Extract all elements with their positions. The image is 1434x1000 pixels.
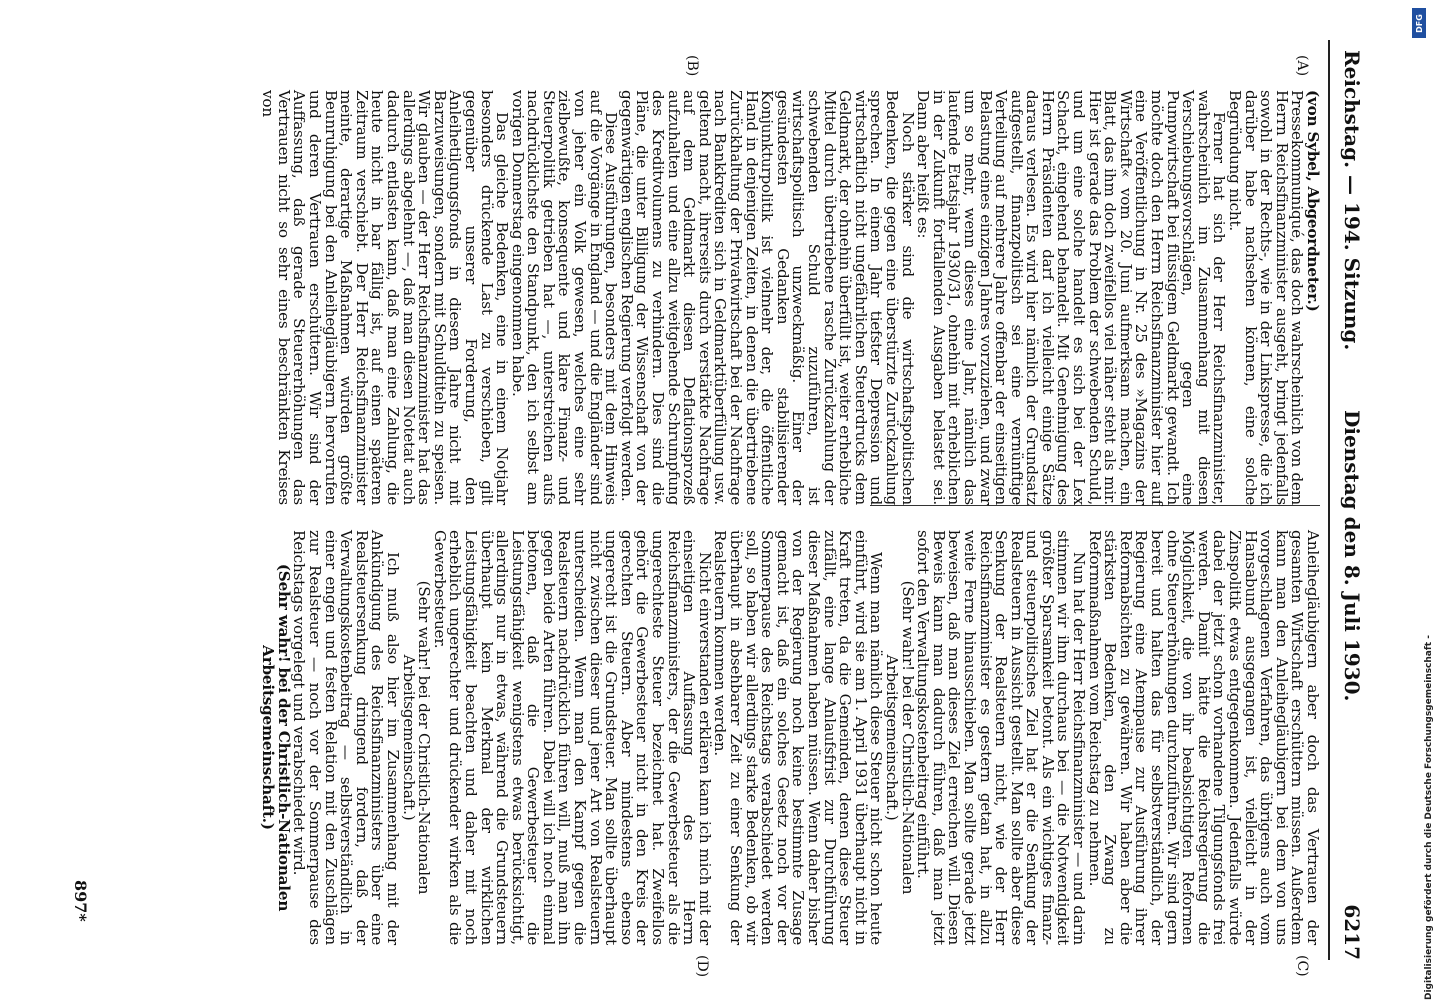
paragraph: Wenn man nämlich diese Steuer nicht schon heute einführt, wird sie am 1. April 1931 überhaupt nicht in Kraft treten, da die Gemeinden, denen diese Steuer zufällt, eine lange Anlaufsfrist zur Durchführung dieser Maßnahmen haben müssen. Wenn daher bisher von der Regierung noch keine bestimmte Zusage gemacht ist, daß ein solches Gesetz noch vor der Sommerpause des Reichstags verabschiedet werden soll, so haben wir allerdings starke Bedenken, ob wir überhaupt in absehbarer Zeit zu einer Senkung der Realsteuern kommen werden. — [711, 530, 886, 945]
margin-mark-a: (A) — [1294, 55, 1310, 77]
margin-mark-c: (C) — [1294, 955, 1310, 977]
quote-paragraph: Noch stärker sind die wirtschaftspolitischen Bedenken, die gegen eine überstürzte Zurückzahlung sprechen. In einem Jahr tiefster Depression und wirtschaftlich nicht ungefährlichen Steuerdrucks dem Geldmarkt, der ohnehin überfüllt ist, weiter erhebliche Mittel durch übertriebene rasche Zurückzahlung der schwebenden Schuld zuzuführen, ist wirtschaftspolitisch unzweckmäßig. Einer der gesündesten Gedanken stabilisierender Konjunkturpolitik ist vielmehr der, die öffentliche Hand in denjenigen Zeiten, in denen die übertriebene Zurückhaltung der Privatwirtschaft bei der Nachfrage nach Bankkrediten sich in Geldmarktüberfüllung usw. geltend macht, ihrerseits durch verstärkte Nachfrage auf dem Geldmarkt diesen Deflationsprozeß aufzuhalten und eine allzu weitgehende Schrumpfung des Kreditvolumens zu verhindern. Dies sind die Pläne, die unter Billigung der Wissenschaft von der gegenwärtigen englischen Regierung verfolgt werden. — [617, 90, 917, 505]
dfg-logo: DFG — [1412, 8, 1426, 38]
interjection: (Sehr wahr! bei der Christlich-Nationalen Arbeitsgemeinschaft.) — [882, 580, 917, 895]
paragraph: Nun hat der Herr Reichsfinanzminister — und darin stimmen wir ihm durchaus bei — die Notwendigkeit größter Sparsamkeit betont. Als ein wichtiges finanz- und steuerpolitisches Ziel hat er die Senkung der Realsteuern in Aussicht gestellt. Man sollte aber diese Senkung der Realsteuern nicht, wie der Herr Reichsfinanzminister es gestern getan hat, in allzu weite Ferne hinausschieben. Man sollte gerade jetzt beweisen, daß man dieses Ziel erreichen will. Diesen Beweis kann man dadurch führen, daß man jetzt sofort den Verwaltungskostenbeitrag einführt. — [914, 530, 1089, 945]
interjection: (Sehr wahr! bei der Christlich-Nationalen Arbeitsgemeinschaft.) — [399, 580, 434, 895]
margin-mark-b: (B) — [684, 55, 700, 77]
page-number: 6217 — [1340, 904, 1364, 960]
paragraph: Ferner hat sich der Herr Reichsfinanzminister, wahrscheinlich im Zusammenhang mit diesen Verschiebungsvorschlägen, gegen eine Pumpwirtschaft bei flüssigem Geldmarkt gewandt. Ich möchte doch den Herrn Reichsfinanzminister hier auf eine Veröffentlichung in Nr. 25 des »Magazins der Wirtschaft« vom 20. Juni aufmerksam machen, ein Blatt, das ihm doch zweifellos viel näher steht als mir. Hier ist gerade das Problem der schwebenden Schuld, und um eine solche handelt es sich bei der Lex Schacht, eingehend behandelt. Mit Genehmigung des Herrn Präsidenten darf ich vielleicht einige Sätze daraus verlesen. Es wird hier nämlich der Grundsatz aufgestellt, finanzpolitisch sei eine vernünftige Verteilung auf mehrere Jahre offenbar der einseitigen Belastung eines einzigen Jahres vorzuziehen, und zwar um so mehr, wenn dieses eine Jahr, nämlich das laufende Etatsjahr 1930/31, ohnehin mit erheblichen in der Zukunft fortfallenden Ausgaben belastet sei. Dann aber heißt es: — [914, 90, 1229, 505]
header-date: Dienstag den 8. Juli 1930. — [1340, 410, 1364, 702]
page-header — [1338, 0, 1366, 1000]
interjection: (Sehr wahr! bei der Christlich-Nationalen Arbeitsgemeinschaft.) — [259, 563, 293, 912]
paragraph: Das gleiche Bedenken, eine in einem Notjahr besonders drückende Last zu verschieben, gilt gegenüber unserer Forderung, den Anleihetilgungsfonds in diesem Jahre nicht mit Barzuweisungen, sondern mit Schuldtiteln zu speisen. Wir glauben — der Herr Reichsfinanzminister hat das allerdings abgelehnt —, daß man diesen Notetat auch dadurch entlasten kann, daß man eine Zahlung, die heute nicht in bar fällig ist, auf einen späteren Zeitraum verschiebt. Der Herr Reichsfinanzminister meinte, derartige Maßnahmen würden größte Beunruhigung bei den Anleihegläubigern hervorrufen und deren Vertrauen erschüttern. Wir sind der Auffassung, daß gerade Steuererhöhungen das Vertrauen nicht so sehr eines beschränkten Kreises von — [259, 90, 512, 505]
signature-mark: 897* — [71, 880, 90, 922]
paragraph: Anleihegläubigern aber doch das Vertrauen der gesamten Wirtschaft erschüttern müssen. Außerdem kann man den Anleihegläubigern bei dem von uns vorgeschlagenen Verfahren, das übrigens auch vom Hansabund ausgegangen ist, vielleicht in der Zinspolitik etwas entgegenkommen. Jedenfalls würde dabei der jetzt schon vorhandene Tilgungsfonds frei werden. Damit hätte die Reichsregierung die Möglichkeit, die von ihr beabsichtigten Reformen ohne Steuererhöhungen durchzuführen. Wir sind gern bereit und halten das für selbstverständlich, der Regierung eine Atempause zur Ausführung ihrer Reformabsichten zu gewähren. Wir haben aber die stärksten Bedenken, den Zwang zu Reformmaßnahmen vom Reichstag zu nehmen. — [1085, 530, 1322, 945]
right-column — [260, 530, 1320, 945]
paragraph: Diese Ausführungen, besonders mit dem Hinweis auf die Vorgänge in England — und die Engländer sind von jeher ein Volk gewesen, welches eine sehr zielbewußte, konsequente und klare Finanz- und Steuerpolitik getrieben hat —, unterstreichen aufs nachdrücklichste den Standpunkt, den ich selbst am vorigen Donnerstag eingenommen habe. — [508, 90, 621, 505]
header-session: Reichstag. — 194. Sitzung. — [1340, 50, 1364, 351]
paragraph: Nicht einverstanden erklären kann ich mich mit der einseitigen Auffassung des Herrn Reichsfinanzministers, der die Gewerbesteuer als die ungerechteste Steuer bezeichnet hat. Zweifellos gehört die Gewerbesteuer nicht in den Kreis der gerechten Steuern. Aber mindestens ebenso ungerecht ist die Grundsteuer. Man sollte überhaupt nicht zwischen dieser und jener Art von Realsteuern unterscheiden. Wenn man den Kampf gegen die Realsteuern nachdrücklich führen will, muß man ihn gegen beide Arten führen. Dabei will ich noch einmal betonen, daß die Gewerbesteuer die Leistungsfähigkeit wenigstens etwas berücksichtigt, allerdings nur in etwas, während die Grundsteuern überhaupt kein Merkmal der wirklichen Leistungsfähigkeit beachten und daher mit noch erheblich ungerechter und drückender wirken als die Gewerbesteuer. — [430, 530, 714, 945]
dfg-note: Digitalisierung gefördert durch die Deutsche Forschungsgemeinschaft - — [1424, 635, 1434, 1000]
speaker-label: (von Sybel, Abgeordneter.) — [1304, 90, 1322, 312]
left-column — [260, 90, 1320, 505]
paragraph: Pressekommuniqué, das doch wahrscheinlich von dem Herrn Reichsfinanzminister ausgeht, bringt jedenfalls sowohl in der Rechts-, wie in der Linkspresse, die ich darüber habe nachsehen können, eine solche Begründung nicht. — [1226, 90, 1307, 505]
margin-mark-d: (D) — [694, 955, 710, 978]
paragraph: Ich muß also hier im Zusammenhang mit der Ankündigung des Reichsfinanzministers über eine Realsteuersenkung dringend fordern, daß der Verwaltungskostenbeitrag — selbstverständlich in einer engen und festen Relation mit den Zuschlägen zur Realsteuer — noch vor der Sommerpause des Reichstags vorgelegt und verabschiedet wird. — [290, 530, 402, 945]
header-rule — [1328, 40, 1330, 960]
column-divider — [870, 505, 1320, 506]
